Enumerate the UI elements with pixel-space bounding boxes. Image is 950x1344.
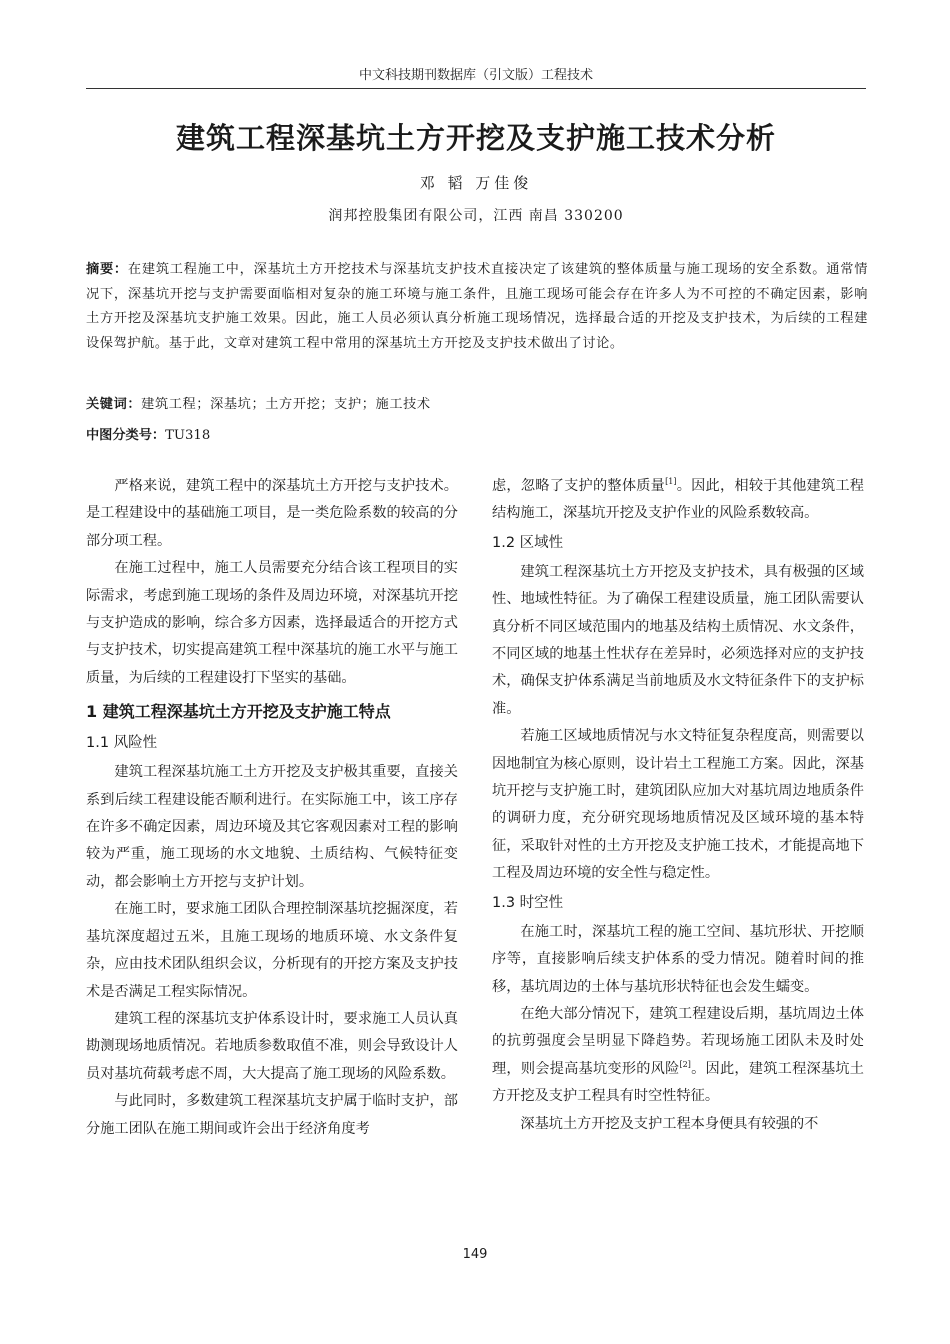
classification — [86, 424, 866, 443]
keywords-label: 关键词： — [86, 397, 142, 412]
keywords — [86, 393, 866, 412]
section-heading: 1 建筑工程深基坑土方开挖及支护施工特点 — [86, 702, 391, 722]
paragraph: 在施工过程中，施工人员需要充分结合该工程项目的实际需求，考虑到施工现场的条件及周边环境，对深基坑开挖与支护造成的影响，综合多方因素，选择最适合的开挖方式与支护技术，切实提高建筑工程中深基坑的施工水平与施工质量，为后续的工程建设打下坚实的基础。 — [86, 560, 458, 686]
affiliation: 润邦控股集团有限公司，江西 南昌 330200 — [328, 208, 624, 224]
citation: [2] — [679, 1059, 691, 1069]
abstract-label: 摘要： — [86, 262, 128, 277]
citation: [1] — [665, 477, 677, 486]
paragraph: 与此同时，多数建筑工程深基坑支护属于临时支护，部分施工团队在施工期间或许会出于经济角度考 — [86, 1093, 458, 1137]
paragraph: 深基坑土方开挖及支护工程本身便具有较强的不 — [520, 1115, 819, 1132]
paper-title: 建筑工程深基坑土方开挖及支护施工技术分析 — [175, 121, 776, 155]
paragraph: 若施工区域地质情况与水文特征复杂程度高，则需要以因地制宜为核心原则，设计岩土工程施工方案。因此，深基坑开挖与支护施工时，建筑团队应加大对基坑周边地质条件的调研力度，充分研究现场地质情况及区域环境的基本特征，采取针对性的土方开挖及支护施工技术，才能提高地下工程及周边环境的安全性与稳定性。 — [492, 728, 864, 882]
paragraph — [492, 473, 864, 528]
right-column — [492, 473, 864, 1138]
subsection-heading: 1.3 时空性 — [492, 894, 564, 911]
journal-header: 中文科技期刊数据库（引文版）工程技术 — [358, 68, 593, 83]
text: 在绝大部分情况下，建筑工程建设后期，基坑周边土体的抗剪强度会呈明显下降趋势。若现场施工团队未及时处理，则会提高基坑变形的风险 — [492, 1005, 864, 1077]
paragraph: 建筑工程深基坑土方开挖及支护技术，具有极强的区域性、地域性特征。为了确保工程建设质量，施工团队需要认真分析不同区域范围内的地基及结构土质情况、水文条件，不同区域的地基土性状存在差异时，必须选择对应的支护技术，确保支护体系满足当前地质及水文特征条件下的支护标准。 — [492, 563, 864, 717]
text: 虑，忽略了支护的整体质量 — [492, 478, 666, 494]
paragraph: 在施工时，深基坑工程的施工空间、基坑形状、开挖顺序等，直接影响后续支护体系的受力情况。随着时间的推移，基坑周边的土体与基坑形状特征也会发生蠕变。 — [492, 923, 864, 995]
paragraph: 严格来说，建筑工程中的深基坑土方开挖与支护技术。是工程建设中的基础施工项目，是一类危险系数的较高的分部分项工程。 — [86, 478, 458, 549]
paragraph: 建筑工程的深基坑支护体系设计时，要求施工人员认真勘测现场地质情况。若地质参数取值不准，则会导致设计人员对基坑荷载考虑不周，大大提高了施工现场的风险系数。 — [86, 1010, 458, 1082]
authors: 邓 韬 万佳俊 — [419, 174, 533, 192]
text: 。因此，相较于其他建筑工程结构施工，深基坑开挖及支护作业的风险系数较高。 — [492, 478, 864, 522]
classification-label: 中图分类号： — [86, 428, 166, 443]
paragraph — [492, 1001, 864, 1111]
paragraph: 在施工时，要求施工团队合理控制深基坑挖掘深度，若基坑深度超过五米，且施工现场的地质环境、水文条件复杂，应由技术团队组织会议，分析现有的开挖方案及支护技术是否满足工程实际情况。 — [86, 901, 458, 1000]
abstract — [86, 258, 868, 356]
header-rule — [86, 88, 866, 89]
text: 。因此，建筑工程深基坑土方开挖及支护工程具有时空性特征。 — [492, 1060, 864, 1105]
page-number: 149 — [462, 1247, 488, 1262]
keywords-text: 建筑工程；深基坑；土方开挖；支护；施工技术 — [141, 397, 431, 412]
abstract-text: 在建筑工程施工中，深基坑土方开挖技术与深基坑支护技术直接决定了该建筑的整体质量与施工现场的安全系数。通常情况下，深基坑开挖与支护需要面临相对复杂的施工环境与施工条件，且施工现场可能会存在许多人为不可控的不确定因素，影响土方开挖及深基坑支护施工效果。因此，施工人员必须认真分析施工现场情况，选择最合适的开挖及支护技术，为后续的工程建设保驾护航。基于此，文章对建筑工程中常用的深基坑土方开挖及支护技术做出了讨论。 — [86, 262, 868, 351]
subsection-heading: 1.1 风险性 — [86, 735, 158, 752]
paragraph: 建筑工程深基坑施工土方开挖及支护极其重要，直接关系到后续工程建设能否顺利进行。在实际施工中，该工序存在许多不确定因素，周边环境及其它客观因素对工程的影响较为严重，施工现场的水文地貌、土质结构、气候特征变动，都会影响土方开挖与支护计划。 — [86, 764, 458, 890]
classification-code: TU318 — [165, 428, 211, 443]
left-column — [86, 473, 458, 1143]
subsection-heading: 1.2 区域性 — [492, 534, 564, 551]
